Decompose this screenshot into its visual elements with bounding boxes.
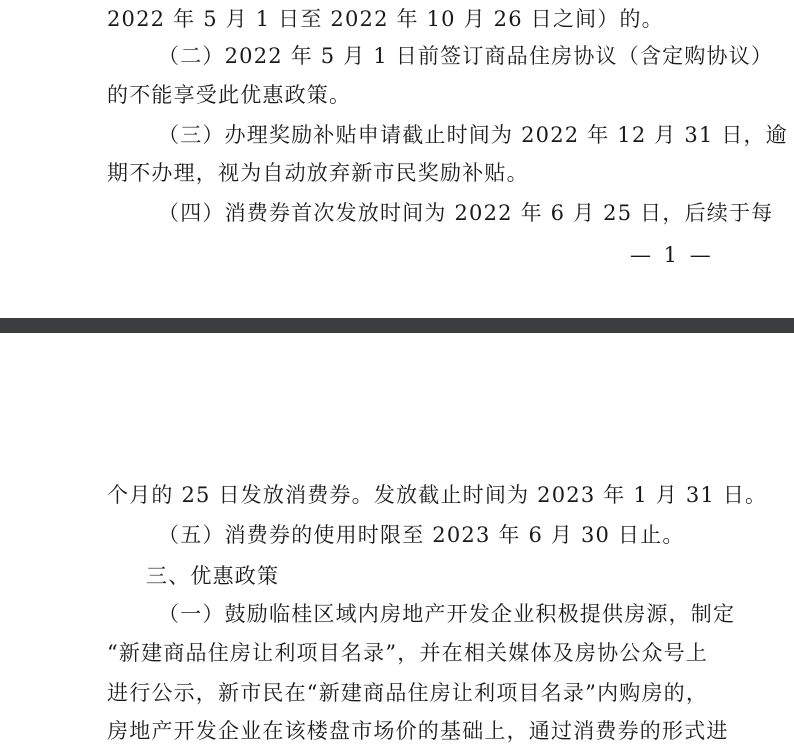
text-line: “新建商品住房让利项目名录”，并在相关媒体及房协公众号上 [107,641,709,665]
text-line: （一）鼓励临桂区域内房地产开发企业积极提供房源，制定 [158,602,736,626]
text-line: 房地产开发企业在该楼盘市场价的基础上，通过消费券的形式进 [107,719,729,743]
text-line: 的不能享受此优惠政策。 [107,83,352,107]
page-separator [0,318,794,333]
text-line: （三）办理奖励补贴申请截止时间为 2022 年 12 月 31 日，逾 [158,123,788,147]
text-line: （四）消费券首次发放时间为 2022 年 6 月 25 日，后续于每 [158,201,774,225]
document-page-2 [0,333,794,751]
section-heading: 三、优惠政策 [146,564,280,588]
text-line: 个月的 25 日发放消费券。发放截止时间为 2023 年 1 月 31 日。 [107,483,768,507]
document-page-1 [0,0,794,318]
text-line: （五）消费券的使用时限至 2023 年 6 月 30 日止。 [158,523,685,547]
text-line: 2022 年 5 月 1 日至 2022 年 10 月 26 日之间）的。 [107,7,664,31]
page-number: — 1 — [630,243,714,267]
text-line: 期不办理，视为自动放弃新市民奖励补贴。 [107,161,529,185]
text-line: 进行公示，新市民在“新建商品住房让利项目名录”内购房的， [107,681,709,705]
text-line: （二）2022 年 5 月 1 日前签订商品住房协议（含定购协议） [158,44,774,68]
